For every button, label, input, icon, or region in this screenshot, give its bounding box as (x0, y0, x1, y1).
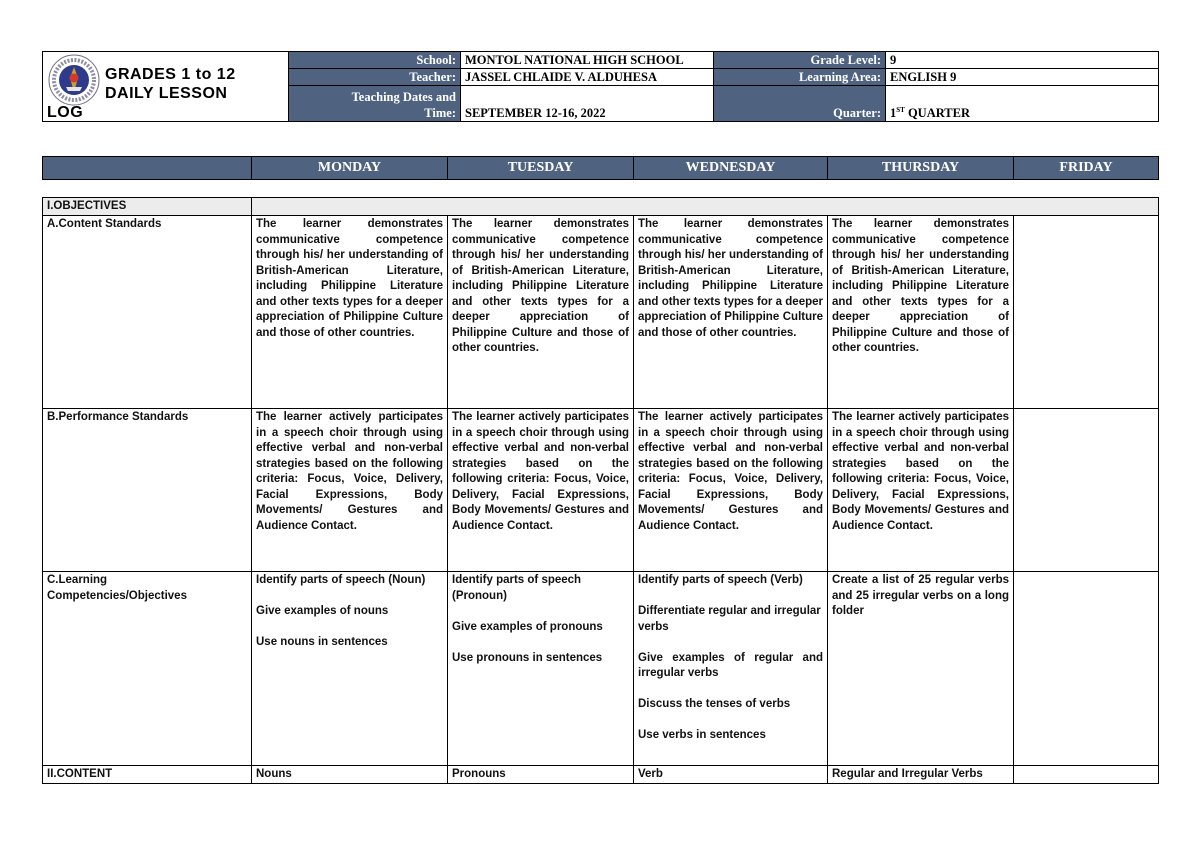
competency-item: Give examples of pronouns (452, 620, 603, 633)
content-standards-friday (1014, 216, 1159, 409)
performance-standards-tuesday: The learner actively participates in a speech choir through using effective verbal and non-verbal strategies based on the following criteria: Focus, Voice, Delivery, Facial Expressions, Body Movements/ Gestures and Audience Contact. (448, 409, 634, 572)
quarter-value (886, 86, 1159, 122)
competencies-label-line1: C.Learning (47, 574, 108, 586)
teaching-dates-label (289, 86, 461, 122)
competency-item: Give examples of regular and irregular verbs (638, 651, 823, 679)
competency-item: Differentiate regular and irregular verbs (638, 605, 821, 633)
competency-item: Identify parts of speech (Noun) (256, 574, 426, 586)
days-header-row (42, 156, 1159, 180)
competencies-label-line2: Competencies/Objectives (47, 589, 187, 602)
objectives-section-row (43, 198, 1159, 216)
objectives-section-label: I.OBJECTIVES (43, 198, 252, 216)
content-thursday: Regular and Irregular Verbs (828, 766, 1014, 784)
content-wednesday: Verb (634, 766, 828, 784)
performance-standards-row (43, 409, 1159, 572)
objectives-section-fill (252, 198, 1159, 216)
content-standards-label: A.Content Standards (43, 216, 252, 409)
competencies-thursday (828, 572, 1014, 766)
grade-level-value: 9 (886, 52, 1159, 69)
grade-level-label: Grade Level: (714, 52, 886, 69)
content-section-label: II.CONTENT (43, 766, 252, 784)
days-header-blank (43, 157, 252, 180)
quarter-label: Quarter: (714, 86, 886, 122)
content-tuesday: Pronouns (448, 766, 634, 784)
competencies-row (43, 572, 1159, 766)
content-row (43, 766, 1159, 784)
competency-item: Create a list of 25 regular verbs and 25 irregular verbs on a long folder (832, 574, 1009, 617)
performance-standards-wednesday: The learner actively participates in a speech choir through using effective verbal and non-verbal strategies based on the following criteria: Focus, Voice, Delivery, Facial Expressions, Body Movements/ Gestures and Audience Contact. (634, 409, 828, 572)
competency-item: Use nouns in sentences (256, 636, 388, 648)
competency-item: Use verbs in sentences (638, 729, 766, 741)
teacher-label: Teacher: (289, 69, 461, 86)
performance-standards-thursday: The learner actively participates in a speech choir through using effective verbal and non-verbal strategies based on the following criteria: Focus, Voice, Delivery, Facial Expressions, Body Movements/ Gestures and Audience Contact. (828, 409, 1014, 572)
quarter-suffix: ST (896, 106, 905, 114)
log-title-line3: LOG (47, 104, 84, 121)
school-label: School: (289, 52, 461, 69)
learning-area-label: Learning Area: (714, 69, 886, 86)
content-standards-wednesday: The learner demonstrates communicative competence through his/ her understanding of British-American Literature, including Philippine Literature and other texts types for a deeper appreciation of Philippine Culture and those of other countries. (634, 216, 828, 409)
content-standards-row (43, 216, 1159, 409)
day-header-thursday: THURSDAY (828, 157, 1014, 180)
lesson-log-header (42, 51, 1159, 122)
log-title (105, 65, 236, 103)
competencies-tuesday (448, 572, 634, 766)
quarter-word: QUARTER (904, 106, 971, 120)
learning-area-value: ENGLISH 9 (886, 69, 1159, 86)
day-header-tuesday: TUESDAY (448, 157, 634, 180)
competency-item: Give examples of nouns (256, 605, 389, 617)
content-friday (1014, 766, 1159, 784)
competency-item: Identify parts of speech (Verb) (638, 574, 803, 586)
log-title-line2: DAILY LESSON (105, 85, 228, 102)
teacher-value: JASSEL CHLAIDE V. ALDUHESA (461, 69, 714, 86)
deped-seal-icon (48, 54, 100, 106)
teaching-dates-value: SEPTEMBER 12-16, 2022 (461, 86, 714, 122)
competency-item: Discuss the tenses of verbs (638, 698, 791, 710)
performance-standards-label: B.Performance Standards (43, 409, 252, 572)
day-header-monday: MONDAY (252, 157, 448, 180)
competencies-friday (1014, 572, 1159, 766)
school-value: MONTOL NATIONAL HIGH SCHOOL (461, 52, 714, 69)
quarter-number: 1 (890, 106, 897, 120)
content-standards-thursday: The learner demonstrates communicative competence through his/ her understanding of British-American Literature, including Philippine Literature and other texts types for a deeper appreciation of Philippine Culture and those of other countries. (828, 216, 1014, 409)
competency-item: Use pronouns in sentences (452, 651, 603, 664)
content-standards-monday: The learner demonstrates communicative competence through his/ her understanding of British-American Literature, including Philippine Literature and other texts types for a deeper appreciation of Philippine Culture and those of other countries. (252, 216, 448, 409)
day-header-friday: FRIDAY (1014, 157, 1159, 180)
competencies-wednesday (634, 572, 828, 766)
day-header-wednesday: WEDNESDAY (634, 157, 828, 180)
logo-cell (43, 52, 289, 122)
competency-item: Identify parts of speech (Pronoun) (452, 574, 582, 602)
performance-standards-monday: The learner actively participates in a speech choir through using effective verbal and non-verbal strategies based on the following criteria: Focus, Voice, Delivery, Facial Expressions, Body Movements/ Gestures and Audience Contact. (252, 409, 448, 572)
log-title-line1: GRADES 1 to 12 (105, 66, 236, 83)
competencies-label (43, 572, 252, 766)
teaching-dates-label-line1: Teaching Dates and (351, 90, 456, 104)
content-standards-tuesday: The learner demonstrates communicative competence through his/ her understanding of British-American Literature, including Philippine Literature and other texts types for a deeper appreciation of Philippine Culture and those of other countries. (448, 216, 634, 409)
content-monday: Nouns (252, 766, 448, 784)
competencies-monday (252, 572, 448, 766)
teaching-dates-label-line2: Time: (424, 106, 456, 120)
performance-standards-friday (1014, 409, 1159, 572)
lesson-plan-table (42, 197, 1159, 784)
